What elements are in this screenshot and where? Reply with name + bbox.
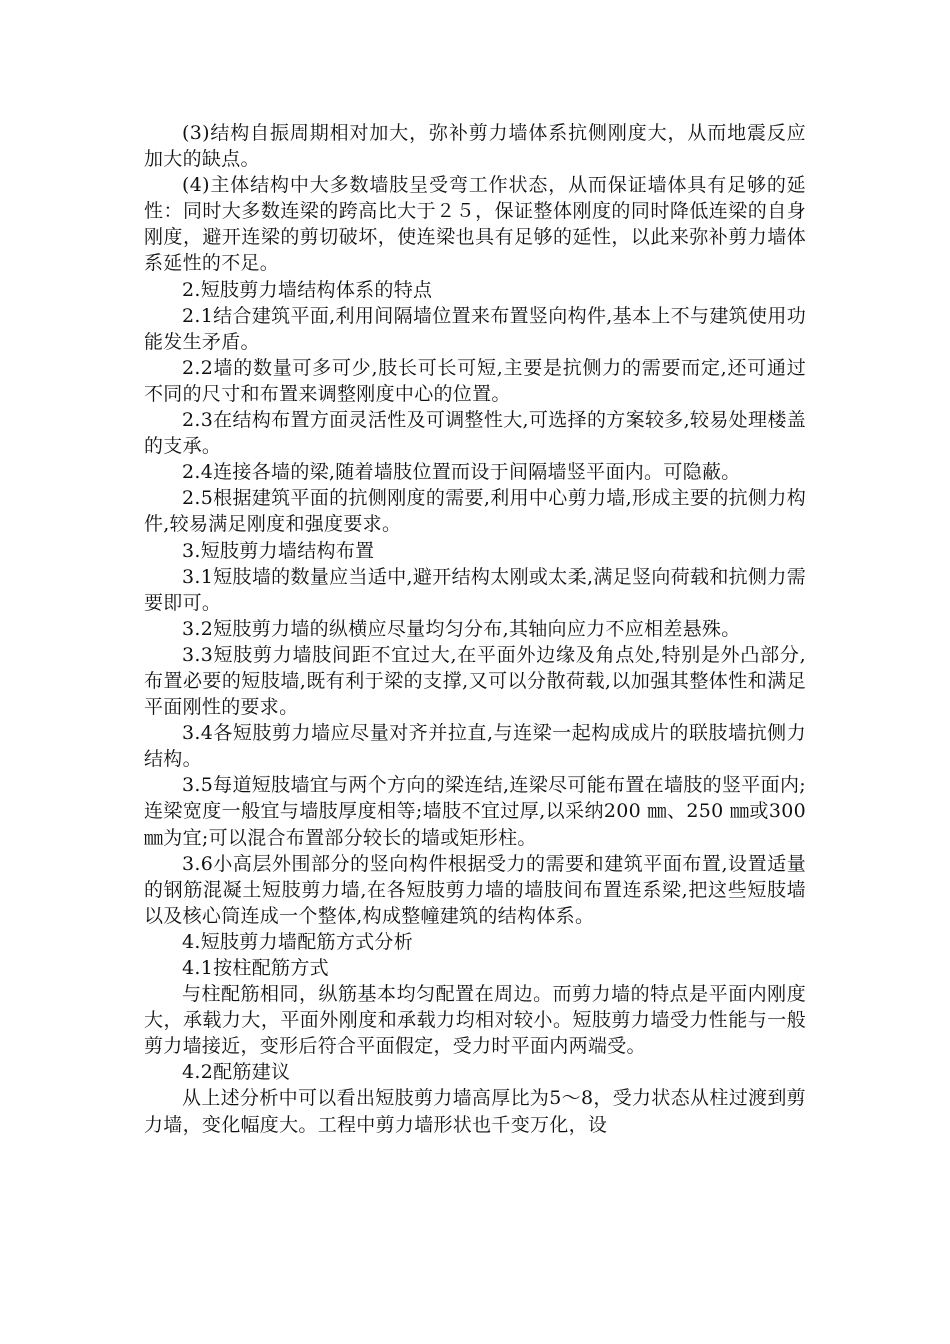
paragraph-4-2-body: 从上述分析中可以看出短肢剪力墙高厚比为5～8，受力状态从柱过渡到剪力墙，变化幅度大。工程中剪力墙形状也千变万化，设 [144, 1087, 806, 1136]
section-heading-3: 3.短肢剪力墙结构布置 [182, 539, 375, 562]
paragraph-3-4: 3.4各短肢剪力墙应尽量对齐并拉直,与连梁一起构成成片的联肢墙抗侧力结构。 [144, 722, 806, 771]
paragraph-4-1-body: 与柱配筋相同，纵筋基本均匀配置在周边。而剪力墙的特点是平面内刚度大，承载力大，平面外刚度和承载力均相对较小。短肢剪力墙受力性能与一般剪力墙接近，变形后符合平面假定，受力时平面内两端受。 [144, 983, 806, 1058]
paragraph-3-3: 3.3短肢剪力墙肢间距不宜过大,在平面外边缘及角点处,特别是外凸部分,布置必要的短肢墙,既有利于梁的支撑,又可以分散荷载,以加强其整体性和满足平面刚性的要求。 [144, 643, 806, 719]
paragraph-2-3: 2.3在结构布置方面灵活性及可调整性大,可选择的方案较多,较易处理楼盖的支承。 [144, 409, 806, 458]
paragraph-2-2: 2.2墙的数量可多可少,肢长可长可短,主要是抗侧力的需要而定,还可通过不同的尺寸和布置来调整刚度中心的位置。 [144, 356, 806, 405]
document-body [144, 120, 806, 1138]
subsection-heading-4-2: 4.2配筋建议 [182, 1061, 291, 1084]
paragraph-item-4-ductility: (4)主体结构中大多数墙肢呈受弯工作状态，从而保证墙体具有足够的延性：同时大多数连梁的跨高比大于２５，保证整体刚度的同时降低连梁的自身刚度，避开连梁的剪切破坏，使连梁也具有足够的延性，以此来弥补剪力墙体系延性的不足。 [144, 174, 806, 275]
section-heading-2: 2.短肢剪力墙结构体系的特点 [182, 278, 433, 301]
paragraph-2-4: 2.4连接各墙的梁,随着墙肢位置而设于间隔墙竖平面内。可隐蔽。 [182, 461, 741, 484]
paragraph-2-1: 2.1结合建筑平面,利用间隔墙位置来布置竖向构件,基本上不与建筑使用功能发生矛盾。 [144, 304, 806, 353]
section-heading-4: 4.短肢剪力墙配筋方式分析 [182, 930, 414, 953]
paragraph-item-3-period: (3)结构自振周期相对加大，弥补剪力墙体系抗侧刚度大，从而地震反应加大的缺点。 [144, 122, 806, 171]
paragraph-3-6: 3.6小高层外围部分的竖向构件根据受力的需要和建筑平面布置,设置适量的钢筋混凝土短肢剪力墙,在各短肢剪力墙的墙肢间布置连系梁,把这些短肢墙以及核心筒连成一个整体,构成整幢建筑的结构体系。 [144, 852, 806, 927]
paragraph-3-2: 3.2短肢剪力墙的纵横应尽量均匀分布,其轴向应力不应相差悬殊。 [182, 617, 741, 640]
subsection-heading-4-1: 4.1按柱配筋方式 [182, 957, 329, 979]
paragraph-3-1: 3.1短肢墙的数量应当适中,避开结构太刚或太柔,满足竖向荷载和抗侧力需要即可。 [144, 565, 806, 614]
paragraph-2-5: 2.5根据建筑平面的抗侧刚度的需要,利用中心剪力墙,形成主要的抗侧力构件,较易满足刚度和强度要求。 [144, 487, 806, 536]
paragraph-3-5: 3.5每道短肢墙宜与两个方向的梁连结,连梁尽可能布置在墙肢的竖平面内;连梁宽度一般宜与墙肢厚度相等;墙肢不宜过厚,以采纳200 ㎜、250 ㎜或300 ㎜为宜;可以混合布置部分较长的墙或矩形柱。 [144, 774, 806, 849]
